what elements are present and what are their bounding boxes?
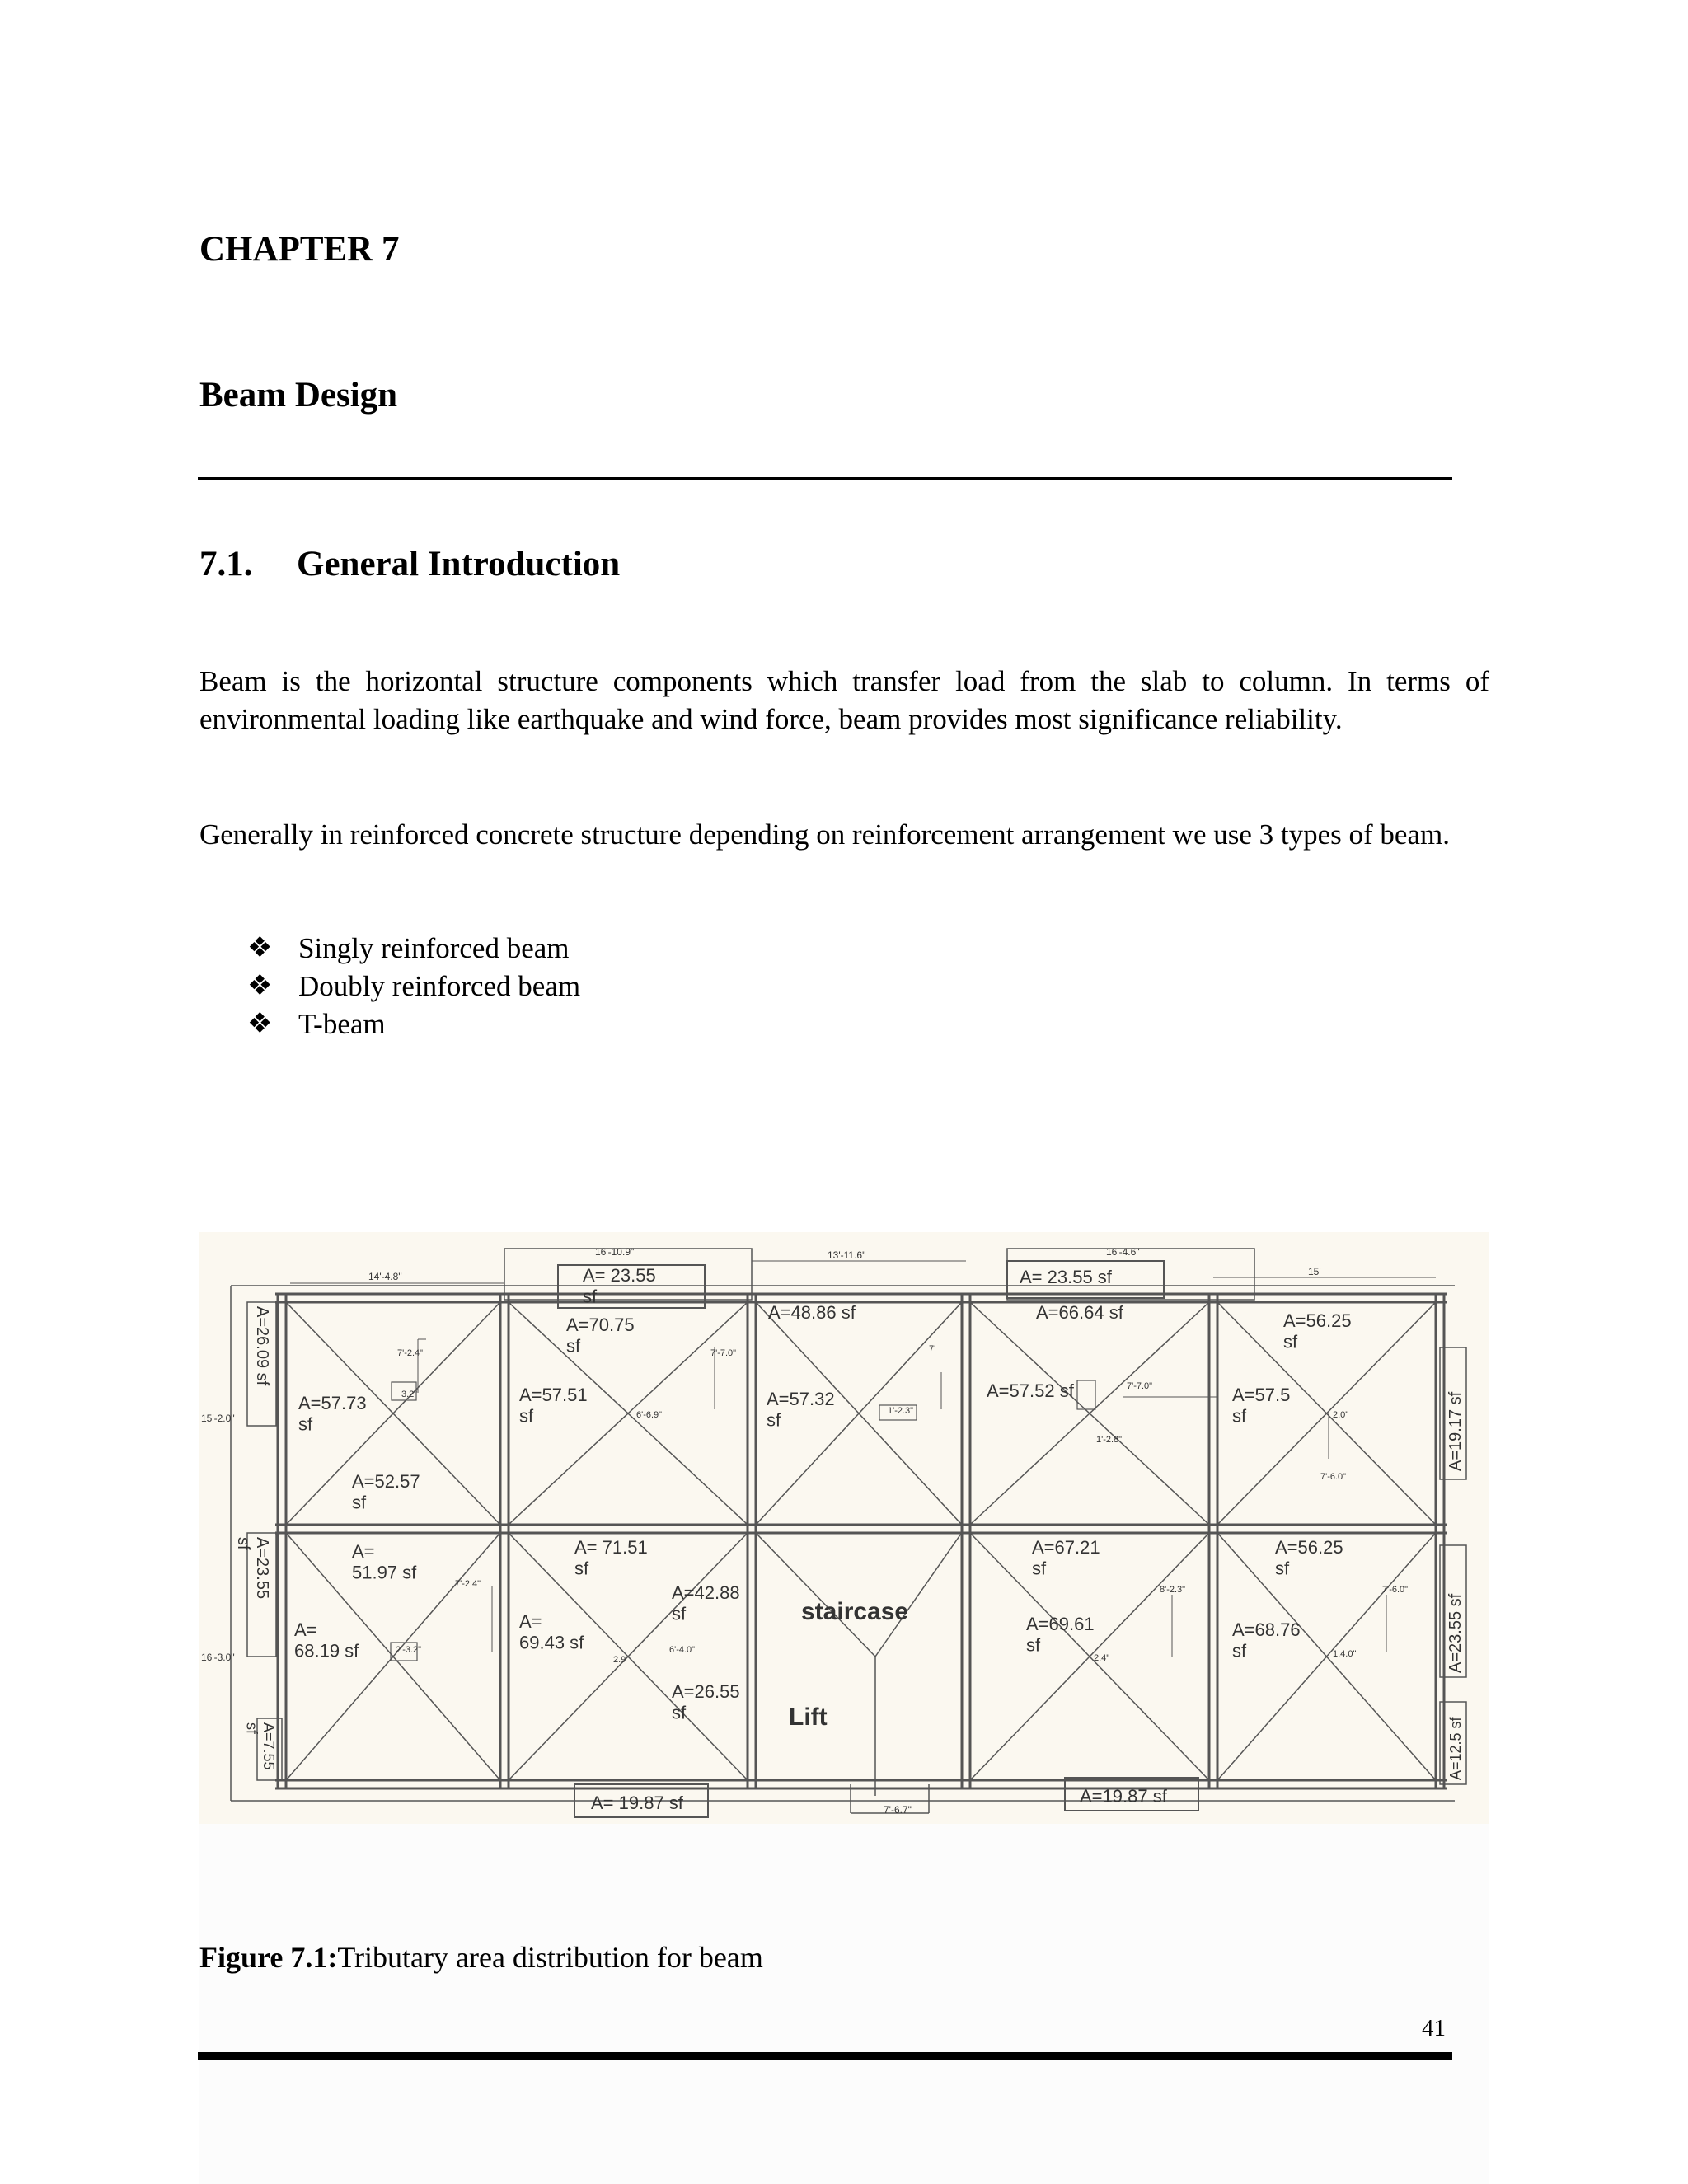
dimension-label: 7'-6.0"	[1382, 1585, 1409, 1595]
dimension-label: 13'-11.6"	[828, 1249, 866, 1261]
area-label: A=56.25 sf	[1275, 1537, 1343, 1579]
area-label: A=19.17 sf	[1447, 1391, 1465, 1471]
area-label: A=26.55 sf	[672, 1681, 740, 1723]
area-label: A= 23.55 sf	[583, 1265, 656, 1307]
area-label: A=70.75 sf	[566, 1315, 635, 1357]
dimension-label: 2.0"	[1333, 1410, 1349, 1420]
section-heading	[199, 544, 620, 584]
dimension-label: 16'-4.6"	[1106, 1246, 1140, 1258]
dimension-label: 3.2"	[401, 1390, 418, 1399]
area-label: A=57.32 sf	[767, 1389, 835, 1431]
page-number: 41	[1422, 2015, 1446, 2041]
diamond-bullet-icon: ❖	[247, 971, 273, 1001]
area-label: A=68.76 sf	[1232, 1619, 1301, 1661]
footer-rule	[198, 2052, 1452, 2060]
dimension-label: 1.4.0"	[1333, 1649, 1357, 1659]
dimension-label: 7'-7.0"	[1127, 1381, 1153, 1391]
caption-text: Tributary area distribution for beam	[337, 1941, 763, 1974]
dimension-label: 7'-6.7"	[884, 1804, 912, 1816]
dimension-label: 15'	[1308, 1266, 1321, 1277]
diagonal-line	[875, 1534, 961, 1657]
figure-background-shade	[199, 1824, 1489, 2184]
area-label: A= 51.97 sf	[352, 1541, 417, 1583]
dimension-label: 7'-7.0"	[710, 1348, 737, 1358]
area-label: A= 71.51 sf	[574, 1537, 648, 1579]
area-label: A=57.51 sf	[519, 1385, 588, 1427]
room-label: Lift	[789, 1704, 828, 1731]
chapter-title: Beam Design	[199, 376, 398, 415]
area-label: A=12.5 sf	[1447, 1717, 1464, 1780]
room-label: staircase	[801, 1598, 909, 1625]
dimension-label: 6'-6.9"	[636, 1410, 663, 1420]
area-label: A= 23.55 sf	[1020, 1267, 1112, 1287]
dimension-label: 2.9	[613, 1655, 626, 1665]
dimension-label: 7'-2.4"	[397, 1348, 424, 1358]
list-item	[247, 968, 580, 1005]
area-label: A=48.86 sf	[768, 1302, 856, 1323]
area-label: A=69.61 sf	[1026, 1614, 1095, 1656]
caption-label: Figure 7.1:	[199, 1941, 338, 1974]
dimension-label: 2'-3.2"	[396, 1645, 422, 1655]
area-label: A=7.55sf	[243, 1722, 277, 1770]
chapter-heading: CHAPTER 7	[199, 230, 400, 269]
dimension-label: 16'-3.0"	[201, 1652, 235, 1663]
diamond-bullet-icon: ❖	[247, 933, 273, 963]
area-label: A=57.5 sf	[1232, 1385, 1291, 1427]
paragraph: Beam is the horizontal structure components which transfer load from the slab to column. In terms of environmental loading like earthquake and wind force, beam provides most significance reliability.	[199, 665, 1489, 735]
area-label: A= 68.19 sf	[294, 1619, 359, 1661]
diagonal-line	[757, 1534, 875, 1657]
area-label: A=52.57 sf	[352, 1471, 420, 1513]
area-label: A=66.64 sf	[1036, 1302, 1123, 1323]
figure-caption	[199, 1940, 763, 1975]
list-item-text: Singly reinforced beam	[298, 932, 570, 964]
area-label: A= 69.43 sf	[519, 1611, 584, 1653]
area-label: A=23.55 sf	[1447, 1593, 1465, 1673]
dimension-label: 14'-4.8"	[368, 1271, 402, 1282]
floor-plan-drawing	[199, 1232, 1489, 1824]
area-label: A=19.87 sf	[1080, 1786, 1167, 1807]
beam-types-list	[247, 930, 580, 1043]
title-divider	[198, 477, 1452, 480]
dimension-label: 7'	[929, 1344, 936, 1354]
list-item	[247, 930, 580, 968]
diamond-bullet-icon: ❖	[247, 1009, 273, 1039]
area-label: A=56.25 sf	[1283, 1310, 1352, 1352]
list-item-text: Doubly reinforced beam	[298, 970, 581, 1002]
section-title: General Introduction	[297, 545, 621, 583]
dimension-label: 1'-2.8"	[1096, 1435, 1123, 1445]
area-label: A=23.55sf	[234, 1537, 271, 1600]
area-label: A=57.52 sf	[987, 1380, 1074, 1401]
dimension-label: 1'-2.3"	[888, 1406, 914, 1416]
dimension-label: 2.4"	[1094, 1653, 1110, 1663]
area-label: A= 19.87 sf	[591, 1793, 683, 1813]
dimension-label: 16'-10.9"	[595, 1246, 635, 1258]
dimension-label: 7'-2.4"	[455, 1579, 481, 1589]
section-number: 7.1.	[199, 545, 253, 583]
dimension-label: 6'-4.0"	[669, 1645, 696, 1655]
area-label: A=26.09 sf	[253, 1306, 271, 1386]
paragraph: Generally in reinforced concrete structure depending on reinforcement arrangement we use 3 types of beam.	[199, 818, 1450, 851]
dimension-label: 15'-2.0"	[201, 1413, 235, 1424]
tributary-area-figure	[199, 1232, 1489, 1824]
dimension-label: 8'-2.3"	[1160, 1585, 1186, 1595]
list-item	[247, 1005, 580, 1043]
list-item-text: T-beam	[298, 1008, 386, 1040]
area-label: A=67.21 sf	[1032, 1537, 1100, 1579]
area-label: A=42.88 sf	[672, 1582, 740, 1624]
dimension-label: 7'-6.0"	[1320, 1472, 1347, 1482]
area-label: A=57.73 sf	[298, 1393, 367, 1435]
